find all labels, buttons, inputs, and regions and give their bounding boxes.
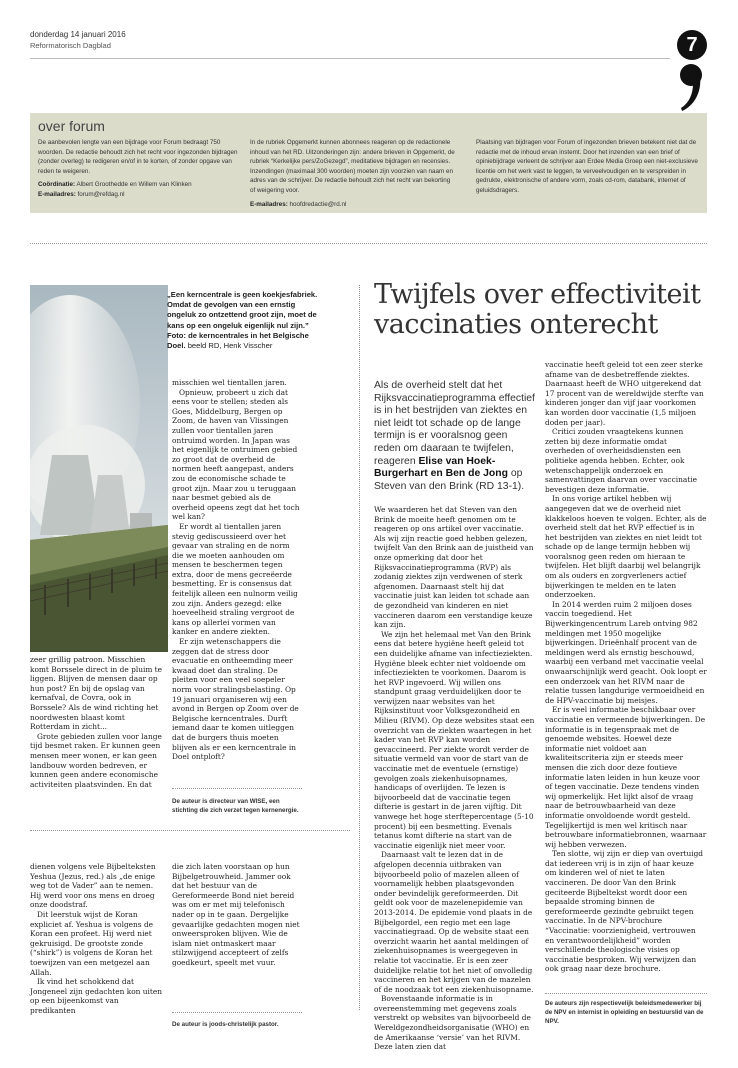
paragraph: In 2014 werden ruim 2 miljoen doses vaccin toegediend. Het Bijwerkingencentrum Lareb ontving 982 meldingen met 1950 mogelijke bijwerkingen. Drieënhalf procent van de meldingen werd als ernstig beschouwd, waarbij een verband met vaccinatie veelal onwaarschijnlijk werd geacht. Ook loopt er een onderzoek van het RIVM naar de relatie tussen langdurige vermoeidheid en de HPV-vaccinatie bij meisjes.	[545, 599, 707, 705]
caption-quote: „Een kerncentrale is geen koekjesfabriek. Omdat de gevolgen van een ernstig ongeluk zo ontzettend groot zijn, moet de kans op een ongeluk eigenlijk nul zijn.” Foto: de kerncentrales in het Belgische Doel.	[167, 290, 318, 351]
paragraph: dienen volgens vele Bijbelteksten Yeshua (Jezus, red.) als „de enige weg tot de Vader” aan te nemen. Hij werd voor ons mens en droeg onze doodstraf.	[30, 862, 156, 910]
forum-license-text: Plaatsing van bijdragen voor Forum of ingezonden brieven betekent niet dat de redactie met de inhoud ervan instemt. Door het inzenden van een brief of opiniebijdrage verleent de schrijver aan Erdee Media Groep een niet-exclusieve licentie om het werk vast te leggen, te verveelvoudigen en te verspreiden in gedrukte, elektronische of andere vorm, zoals cd-rom, databank, internet of geluidsdragers.	[476, 139, 698, 194]
paragraph: misschien wel tientallen jaren.	[172, 378, 287, 387]
kern-author-divider	[172, 788, 302, 789]
koran-article-column-left	[30, 862, 165, 1016]
opgemerkt-email-link[interactable]: hoofdredactie@rd.nl	[289, 200, 347, 208]
paragraph: Er is veel informatie beschikbaar over vaccinatie en vermeende bijwerkingen. De informatie is in tegenspraak met de genoemde websites. Hoewel deze informatie niet voldoet aan kwaliteitscriteria zijn er steeds meer mensen die zich door deze foutieve informatie laten leiden in hun keuze voor of tegen vaccinatie. Deze tendens vinden wij opmerkelijk. Het lijkt alsof de vraag naar de betrouwbaarheid van deze informatie onvoldoende wordt gesteld. Tegelijkertijd is men wel kritisch naar betrouwbare informatiebronnen, waarnaar wij hebben verwezen.	[545, 705, 707, 849]
vaccin-author-divider	[545, 993, 707, 994]
paragraph: Opnieuw, probeert u zich dat eens voor te stellen; steden als Goes, Middelburg, Bergen op Zoom, de haven van Vlissingen zullen voor tientallen jaren ontruimd worden. In Japan was het eigenlijk te ontruimen gebied zo groot dat de overheid de normen heeft aangepast, anders zou de economische schade te groot zijn. Maar zou u teruggaan naar besmet gebied als de overheid opeens zegt dat het toch wel kan?	[172, 387, 300, 522]
forum-column-1	[38, 138, 238, 200]
forum-column-3	[476, 138, 701, 196]
paragraph: Daarnaast valt te lezen dat in de afgelopen decennia uitbraken van bijvoorbeeld polio of mazelen alleen of voornamelijk hebben plaatsgevonden onder bevindelijk gereformeerden. Dit geldt ook voor de mazelenepidemie van 2013-2014. De epidemie vond plaats in de Bijbelgordel, een regio met een lage vaccinatiegraad. Op de website staat een overzicht waarin het aantal meldingen of ziekenhuisopnames is weergegeven in relatie tot vaccinatie. Er is een zeer duidelijke relatie tot het niet of onvolledig vaccineren en het krijgen van de mazelen of de noodzaak tot een ziekenhuisopname.	[374, 850, 534, 994]
koran-author-note: De auteur is joods-christelijk pastor.	[172, 1021, 279, 1028]
photo-caption	[167, 290, 322, 351]
caption-credit: beeld RD, Henk Visscher	[187, 341, 273, 351]
newspaper-name: Reformatorisch Dagblad	[30, 41, 111, 50]
paragraph: Er wordt al tientallen jaren stevig gediscussieerd over het gevaar van straling en de norm die we moeten aanhouden om mensen te beschermen tegen extra, door de mens gecreëerde besmetting. Er is consensus dat feitelijk alleen een nulnorm veilig zou zijn. Anders gezegd: elke hoeveelheid straling vergroot de kans op allerlei vormen van kanker en andere ziekten.	[172, 521, 298, 637]
forum-email-link[interactable]: forum@refdag.nl	[77, 190, 125, 198]
koran-author-divider	[172, 1012, 302, 1013]
paragraph: Critici zouden vraagtekens kunnen zetten bij deze informatie omdat overheden of overheidsdiensten een politieke agenda hebben. Echter, ook wetenschappelijk onderzoek en samenvattingen daarvan over vaccinatie bevestigen deze informatie.	[545, 427, 697, 494]
column-divider	[359, 285, 360, 1010]
vaccin-article-column-1	[374, 505, 536, 1052]
page-number: 7	[677, 30, 707, 60]
article-divider	[30, 830, 350, 831]
paragraph: zeer grillig patroon. Misschien komt Borssele direct in de pluim te liggen. Blijven de mensen daar op hun post? En bij de opslag van kernafval, de Covra, ook in Borssele? Als de wind richting het noordwesten blaast komt Rotterdam in zicht...	[30, 655, 163, 732]
paragraph: vaccinatie heeft geleid tot een zeer sterke afname van de desbetreffende ziektes. Daarnaast heeft de WHO uitgerekend dat 17 procent van de wereldwijde sterfte van kinderen jonger dan vijf jaar voorkomen kan worden door vaccinatie (1,5 miljoen doden per jaar).	[545, 360, 704, 427]
vaccin-headline: Twijfels over effectiviteit vaccinaties onterecht	[374, 279, 701, 340]
paragraph: Grote gebieden zullen voor lange tijd besmet raken. Er kunnen geen mensen meer wonen, er kan geen landbouw worden bedreven, er kunnen geen andere economische activiteiten plaatsvinden. En dat	[30, 731, 162, 789]
paragraph: Ik vind het schokkend dat Jongeneel zijn gedachten kon uiten op een bijeenkomst van predikanten	[30, 977, 163, 1015]
paragraph: Dit leerstuk wijst de Koran expliciet af. Yeshua is volgens de Koran een profeet. Hij werd niet gekruisigd. De grootste zonde (“shirk”) is volgens de Koran het toewijzen van een metgezel aan Allah.	[30, 909, 154, 977]
paragraph: We waarderen het dat Steven van den Brink de moeite heeft genomen om te reageren op ons artikel over vaccinatie. Als wij zijn reactie goed hebben gelezen, twijfelt Van den Brink aan de juistheid van onze opmerking dat door het Rijksvaccinatieprogramma (RVP) als zodanig ziektes zijn verdwenen of sterk afgenomen. Daarnaast stelt hij dat vaccinatie juist kan leiden tot schade aan de gezondheid van kinderen en niet vaccineren daarom een verstandige keuze kan zijn.	[374, 505, 534, 630]
paragraph: Ten slotte, wij zijn er diep van overtuigd dat iedereen vrij is in zijn of haar keuze om kinderen wel of niet te laten vaccineren. De door Van den Brink geciteerde Bijbeltekst wordt door een bepaalde stroming binnen de gereformeerde gezindte gebruikt tegen vaccinatie. In de NPV-brochure “Vaccinatie: voorzienigheid, vertrouwen en verantwoordelijkheid” worden verschillende theologische visies op vaccinatie besproken. Wij verwijzen dan ook graag naar deze brochure.	[545, 849, 704, 974]
forum-email: E-mailadres: forum@refdag.nl	[38, 190, 125, 198]
forum-column-2	[250, 138, 455, 209]
comma-logo-icon	[676, 62, 706, 112]
opgemerkt-rules: In de rubriek Opgemerkt kunnen abonnees reageren op de redactionele inhoud van het RD. Uitzonderingen zijn: andere brieven in Opgemerkt, de rubriek “Kerkelijke pers/ZoGezegd”, meditatieve bijdragen en recensies. Inzendingen (maximaal 300 woorden) moeten zijn voorzien van naam en adres van de schrijver. De redactie behoudt zich het recht van bekorting of weigering voor.	[250, 139, 455, 194]
vaccin-article-column-2	[545, 360, 707, 974]
forum-coordination: Coördinatie: Albert Groothedde en Willem van Klinken	[38, 181, 192, 189]
vaccin-author-note: De auteurs zijn respectievelijk beleidsmedewerker bij de NPV en internist in opleiding en bestuurslid van de NPV.	[545, 1000, 704, 1025]
paragraph: We zijn het helemaal met Van den Brink eens dat betere hygiëne heeft geleid tot een duidelijke afname van infectieziekten. Hygiëne bleek echter niet voldoende om infectieziekten te voorkomen. Daarom is het RVP ingevoerd. Wij willen ons standpunt graag verduidelijken door te verwijzen naar websites van het Rijksinstituut voor Volksgezondheid en Milieu (RIVM). Op deze websites staat een overzicht van de ziekten waartegen in het kader van het RVP kan worden gevaccineerd. Per ziekte wordt verder de situatie vermeld van voor de start van de vaccinatie met de eventuele (ernstige) gevolgen zoals ziekenhuisopnames, handicaps of overlijden. Te lezen is bijvoorbeeld dat de vaccinatie tegen difterie is gestart in de jaren vijftig. Dit vanwege het hoge sterftepercentage (5-10 procent) bij een besmetting. Evenals tetanus komt difterie na start van de vaccinatie eigenlijk niet meer voor.	[374, 629, 535, 850]
kern-author-note: De auteur is directeur van WISE, een stichting die zich verzet tegen kernenergie.	[172, 798, 299, 814]
section-divider	[30, 243, 707, 244]
vaccin-author-names: Elise van Hoek-Burgerhart en Ben de Jong	[374, 455, 508, 480]
header-rule	[30, 58, 670, 59]
kern-article-column-right	[172, 378, 302, 762]
forum-title: over forum	[38, 118, 105, 134]
issue-date: donderdag 14 januari 2016	[30, 30, 126, 39]
opgemerkt-email: E-mailadres: hoofdredactie@rd.nl	[250, 200, 347, 208]
paragraph: Er zijn wetenschappers die zeggen dat de stress door evacuatie en ontheemding meer kwaad doet dan straling. De pleiten voor een veel soepeler norm voor stralingsbelasting. Op 19 januari organiseren wij een avond in Bergen op Zoom over de Belgische kerncentrales. Durft iemand daar te komen uitleggen dat de burgers thuis moeten blijven als er een kerncentrale in Doel ontploft?	[172, 637, 299, 762]
vaccin-intro: Als de overheid stelt dat het Rijksvaccinatieprogramma effectief is in het bestrijden van ziektes en niet leidt tot schade op de lange termijn is er vooralsnog geen reden om daaraan te twijfelen, reageren Elise van Hoek-Burgerhart en Ben de Jong op Steven van den Brink (RD 13-1).	[374, 380, 535, 492]
koran-article-column-right	[172, 862, 302, 968]
nuclear-plant-photo	[30, 285, 168, 652]
forum-submission-rules: De aanbevolen lengte van een bijdrage voor Forum bedraagt 750 woorden. De redactie behoudt zich het recht voor ingezonden bijdragen (zonder overleg) te redigeren en/of in te korten, of zonder opgave van reden te weigeren.	[38, 139, 238, 175]
kern-article-column-left	[30, 655, 165, 789]
paragraph: die zich laten voorstaan op hun Bijbelgetrouwheid. Jammer ook dat het bestuur van de Gereformeerde Bond niet bereid was om er met mij telefonisch nader op in te gaan. Dergelijke gevaarlijke gedachten mogen niet onweersproken blijven. Wie de islam niet ontmaskert maar stilzwijgend accepteert of zelfs goedkeurt, speelt met vuur.	[172, 862, 300, 967]
paragraph: In ons vorige artikel hebben wij aangegeven dat we de overheid niet klakkeloos hoeven te volgen. Echter, als de overheid stelt dat het RVP effectief is in het bestrijden van ziektes en niet leidt tot schade op de lange termijn hebben wij vooralsnog geen reden om hieraan te twijfelen. Het blijft daarbij wel belangrijk om als ouders en zorgverleners actief bijwerkingen te melden en te laten onderzoeken.	[545, 494, 707, 600]
paragraph: Bovenstaande informatie is in overeenstemming met gegevens zoals verstrekt op websites van bijvoorbeeld de Wereldgezondheidsorganisatie (WHO) en de Amerikaanse ‘versie’ van het RIVM. Deze laten zien dat	[374, 994, 531, 1052]
